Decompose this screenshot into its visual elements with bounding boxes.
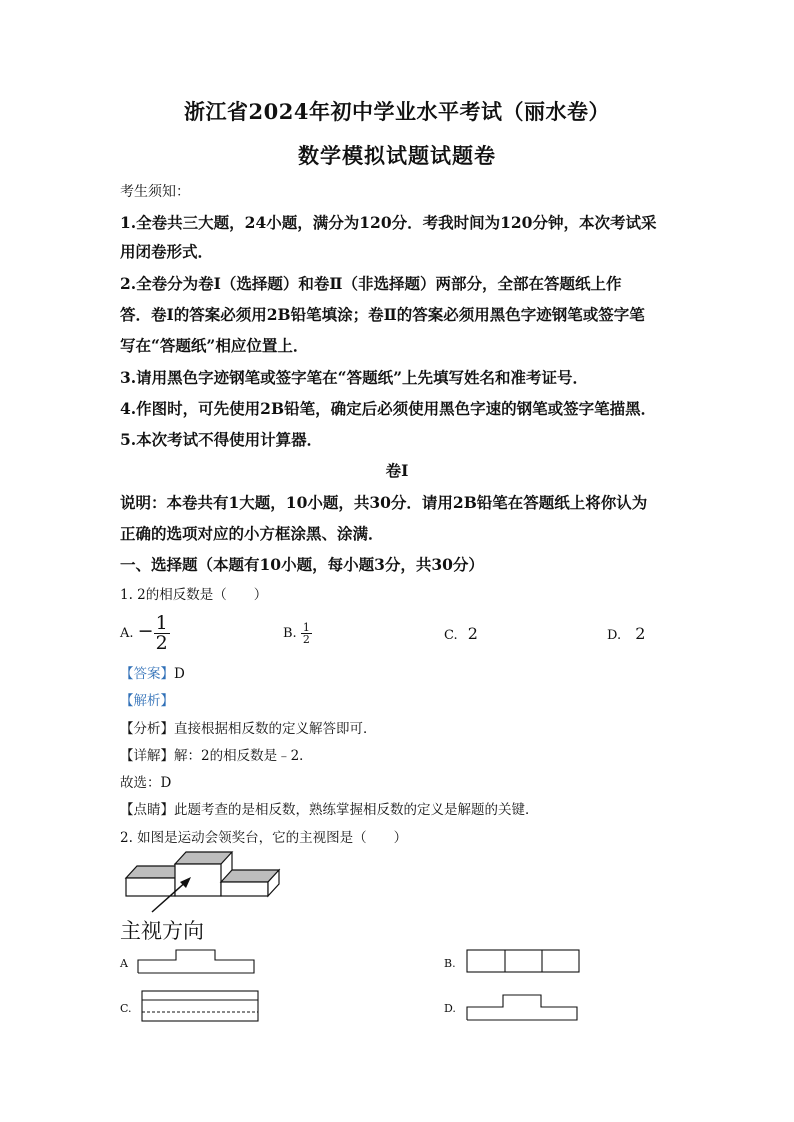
notice-heading: 考生须知：: [120, 184, 190, 200]
part-title: 一、选择题（本题有10小题，每小题3分，共30分）: [120, 555, 484, 574]
q2-stem: 2. 如图是运动会领奖台，它的主视图是（ ）: [120, 830, 408, 846]
answer-tag: 【答案】: [120, 666, 174, 682]
answer-value: D: [174, 666, 185, 682]
section-desc-1: 说明：本卷共有1大题，10小题，共30分．请用2B铅笔在答题纸上将你认为: [120, 493, 648, 512]
q1-option-b-label: B.: [283, 626, 297, 641]
q1-option-b-fraction: [301, 622, 312, 645]
q1-fenxi: 【分析】直接根据相反数的定义解答即可．: [120, 721, 377, 737]
q1-stem: 1. 2的相反数是（ ）: [120, 587, 268, 603]
q1-option-a-numerator: 1: [155, 612, 168, 634]
q1-answer: [120, 662, 185, 682]
q1-option-a: [120, 614, 170, 653]
notice-line-4: 答．卷Ⅰ的答案必须用2B铅笔填涂；卷Ⅱ的答案必须用黑色字迹钢笔或签字笔: [120, 305, 645, 324]
notice-line-6: 3.请用黑色字迹钢笔或签字笔在“答题纸”上先填写姓名和准考证号．: [120, 368, 589, 387]
q1-option-a-denominator: 2: [155, 632, 168, 654]
q1-option-d-value: 2: [635, 624, 646, 643]
q1-option-d: [607, 624, 645, 643]
section-desc-2: 正确的选项对应的小方框涂黑、涂满．: [120, 524, 384, 543]
notice-line-8: 5.本次考试不得使用计算器．: [120, 430, 323, 449]
notice-line-3: 2.全卷分为卷Ⅰ（选择题）和卷Ⅱ（非选择题）两部分，全部在答题纸上作: [120, 274, 622, 293]
q1-option-a-label: A.: [120, 626, 134, 641]
q1-option-c-label: C.: [444, 628, 458, 643]
q1-option-b-numerator: 1: [302, 621, 310, 634]
section-label: 卷Ⅰ: [385, 461, 409, 480]
notice-line-2: 用闭卷形式．: [120, 242, 214, 261]
q1-xiangjie: 【详解】解：2的相反数是﹣2．: [120, 748, 313, 764]
q1-option-d-label: D.: [607, 628, 622, 643]
exam-subtitle: 数学模拟试题试题卷: [298, 143, 496, 168]
notice-line-1: 1.全卷共三大题，24小题，满分为120分．考我时间为120分钟，本次考试采: [120, 213, 657, 232]
q1-option-c: [444, 624, 478, 643]
q1-option-c-value: 2: [467, 624, 478, 643]
q1-choose: 故选：D: [120, 775, 172, 791]
q1-option-b: [283, 622, 312, 645]
q2-option-d-label: D.: [444, 1002, 456, 1015]
notice-line-5: 写在“答题纸”相应位置上．: [120, 336, 309, 355]
view-direction-label: 主视方向: [120, 919, 204, 943]
exam-title: 浙江省2024年初中学业水平考试（丽水卷）: [184, 99, 610, 124]
q1-dianjing: 【点睛】此题考查的是相反数，熟练掌握相反数的定义是解题的关键．: [120, 802, 539, 818]
q2-option-c-label: C.: [120, 1002, 132, 1015]
q2-option-a-label: A: [120, 957, 128, 970]
q1-option-a-fraction: [154, 614, 170, 653]
q1-option-b-denominator: 2: [302, 633, 310, 646]
q1-option-a-sign: −: [137, 620, 154, 642]
q1-analysis-tag: 【解析】: [120, 693, 174, 709]
q2-option-b-label: B.: [444, 957, 456, 970]
notice-line-7: 4.作图时，可先使用2B铅笔，确定后必须使用黑色字速的钢笔或签字笔描黑．: [120, 399, 657, 418]
